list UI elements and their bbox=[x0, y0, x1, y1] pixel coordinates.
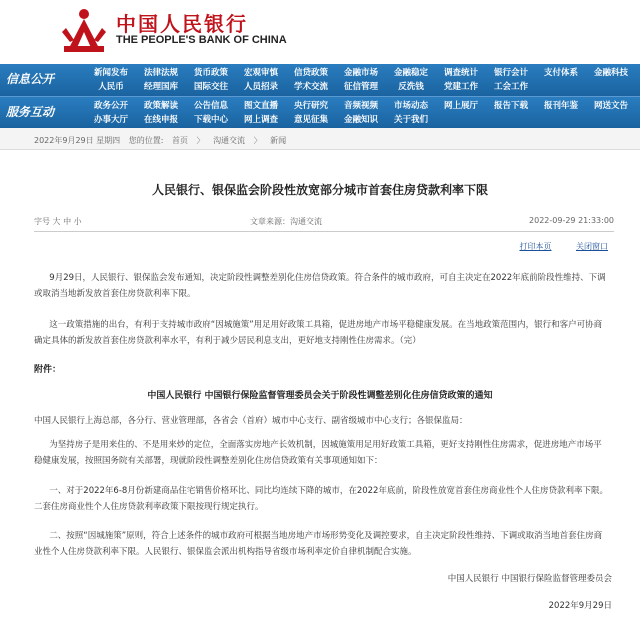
nav-item[interactable]: 信贷政策 bbox=[293, 68, 328, 78]
font-size-label: 字号 bbox=[34, 217, 50, 226]
nav-item[interactable]: 办事大厅 bbox=[93, 115, 128, 125]
notice-signature: 中国人民银行 中国银行保险监督管理委员会 bbox=[447, 574, 612, 584]
main-navigation bbox=[0, 64, 640, 128]
nav-item[interactable]: 下载中心 bbox=[193, 115, 228, 125]
notice-title: 中国人民银行 中国银行保险监督管理委员会关于阶段性调整差别化住房信贷政策的通知 bbox=[147, 391, 493, 401]
nav-item[interactable]: 音频视频 bbox=[343, 101, 378, 111]
breadcrumb-home[interactable]: 首页 bbox=[171, 136, 188, 145]
nav-grid-service bbox=[86, 99, 640, 127]
close-window-link[interactable]: 关闭窗口 bbox=[576, 242, 608, 251]
article-actions bbox=[497, 241, 608, 252]
nav-item[interactable]: 学术交流 bbox=[293, 82, 328, 92]
font-size-medium-button[interactable]: 中 bbox=[63, 217, 72, 226]
breadcrumb-separator: 〉 bbox=[253, 136, 262, 145]
article-paragraph: 9月29日，人民银行、银保监会发布通知，决定阶段性调整差别化住房信贷政策。符合条件的城市政府，可自主决定在2022年底前阶段性维持、下调或取消当地新发放首套住房贷款利率下限。 bbox=[34, 273, 606, 299]
breadcrumb-separator: 〉 bbox=[196, 136, 205, 145]
article-title: 人民银行、银保监会阶段性放宽部分城市首套住房贷款利率下限 bbox=[151, 183, 488, 197]
nav-item[interactable]: 金融市场 bbox=[343, 68, 378, 78]
nav-item[interactable]: 金融稳定 bbox=[393, 68, 428, 78]
nav-item[interactable]: 国际交往 bbox=[193, 82, 228, 92]
nav-item[interactable]: 市场动态 bbox=[393, 101, 428, 111]
nav-item[interactable]: 人民币 bbox=[98, 82, 124, 92]
nav-item[interactable]: 报刊年鉴 bbox=[543, 101, 578, 111]
nav-item[interactable]: 金融知识 bbox=[343, 115, 378, 125]
nav-item[interactable]: 金融科技 bbox=[593, 68, 628, 78]
nav-item[interactable]: 法律法规 bbox=[143, 68, 178, 78]
nav-item[interactable]: 政务公开 bbox=[93, 101, 128, 111]
nav-item[interactable]: 新闻发布 bbox=[93, 68, 128, 78]
breadcrumb-current[interactable]: 新闻 bbox=[270, 136, 287, 145]
nav-item[interactable]: 报告下载 bbox=[493, 101, 528, 111]
nav-item[interactable]: 关于我们 bbox=[393, 115, 428, 125]
nav-item[interactable]: 工会工作 bbox=[493, 82, 528, 92]
font-size-controls bbox=[34, 216, 82, 227]
nav-item[interactable]: 网上调查 bbox=[243, 115, 278, 125]
nav-item[interactable]: 公告信息 bbox=[193, 101, 228, 111]
pboc-emblem-icon bbox=[62, 6, 106, 54]
nav-row-service bbox=[0, 96, 640, 128]
print-page-link[interactable]: 打印本页 bbox=[519, 242, 552, 251]
notice-paragraph: 二、按照“因城施策”原则，符合上述条件的城市政府可根据当地房地产市场形势变化及调控要求，自主决定阶段性维持、下调或取消当地首套住房商业性个人住房贷款利率下限。人民银行、银保监会派出机构指导省级市场利率定价自律机制配合实施。 bbox=[34, 531, 603, 557]
breadcrumb bbox=[0, 128, 640, 150]
article-datetime: 2022-09-29 21:33:00 bbox=[529, 216, 614, 225]
nav-category-info-disclosure[interactable]: 信息公开 bbox=[6, 72, 55, 86]
meta-divider bbox=[34, 231, 614, 232]
site-header bbox=[0, 0, 640, 64]
notice-paragraph: 为坚持房子是用来住的、不是用来炒的定位，全面落实房地产长效机制，因城施策用足用好政策工具箱，更好支持刚性住房需求，促进房地产市场平稳健康发展，按照国务院有关部署，现就阶段性调整差别化住房信贷政策有关事项通知如下： bbox=[34, 440, 602, 466]
attachment-label: 附件： bbox=[34, 365, 62, 375]
nav-item[interactable]: 宏观审慎 bbox=[243, 68, 278, 78]
logo-chinese[interactable]: 中国人民银行 bbox=[116, 12, 248, 36]
nav-item[interactable]: 征信管理 bbox=[343, 82, 378, 92]
notice-paragraph: 一、对于2022年6-8月份新建商品住宅销售价格环比、同比均连续下降的城市，在2022年底前，阶段性放宽首套住房商业性个人住房贷款利率下限。二套住房商业性个人住房贷款利率政策下限按现行规定执行。 bbox=[34, 486, 608, 512]
logo-english[interactable]: THE PEOPLE'S BANK OF CHINA bbox=[116, 34, 287, 46]
font-size-small-button[interactable]: 小 bbox=[73, 217, 82, 226]
nav-item[interactable]: 银行会计 bbox=[493, 68, 528, 78]
breadcrumb-section[interactable]: 沟通交流 bbox=[213, 136, 246, 145]
breadcrumb-date: 2022年9月29日 星期四 bbox=[34, 136, 121, 145]
nav-item[interactable]: 意见征集 bbox=[293, 115, 328, 125]
nav-row-info-disclosure bbox=[0, 64, 640, 96]
nav-item[interactable]: 支付体系 bbox=[543, 68, 578, 78]
nav-item[interactable]: 政策解读 bbox=[143, 101, 178, 111]
nav-item[interactable]: 图文直播 bbox=[243, 101, 278, 111]
nav-item[interactable]: 央行研究 bbox=[293, 101, 328, 111]
font-size-large-button[interactable]: 大 bbox=[52, 217, 61, 226]
nav-item[interactable]: 货币政策 bbox=[193, 68, 228, 78]
breadcrumb-prefix: 您的位置: bbox=[128, 136, 164, 145]
nav-item[interactable]: 经理国库 bbox=[143, 82, 178, 92]
nav-item[interactable]: 人员招录 bbox=[243, 82, 278, 92]
article-source: 文章来源：沟通交流 bbox=[250, 217, 322, 226]
nav-item[interactable]: 网送文告 bbox=[593, 101, 628, 111]
nav-category-service[interactable]: 服务互动 bbox=[6, 105, 55, 119]
nav-item[interactable]: 党建工作 bbox=[443, 82, 478, 92]
nav-item[interactable]: 在线申报 bbox=[143, 115, 178, 125]
nav-item[interactable]: 网上展厅 bbox=[443, 101, 478, 111]
nav-item[interactable]: 反洗钱 bbox=[398, 82, 424, 92]
notice-recipients: 中国人民银行上海总部，各分行、营业管理部，各省会（首府）城市中心支行、副省级城市中心支行；各银保监局： bbox=[34, 416, 468, 426]
article-paragraph: 这一政策措施的出台，有利于支持城市政府“因城施策”用足用好政策工具箱，促进房地产市场平稳健康发展。在当地政策范围内，银行和客户可协商确定具体的新发放首套住房贷款利率水平，有利于减少居民利息支出，更好地支持刚性住房需求。（完） bbox=[34, 320, 603, 346]
nav-item[interactable]: 调查统计 bbox=[443, 68, 478, 78]
nav-grid-info bbox=[86, 66, 640, 94]
notice-date: 2022年9月29日 bbox=[548, 601, 612, 611]
